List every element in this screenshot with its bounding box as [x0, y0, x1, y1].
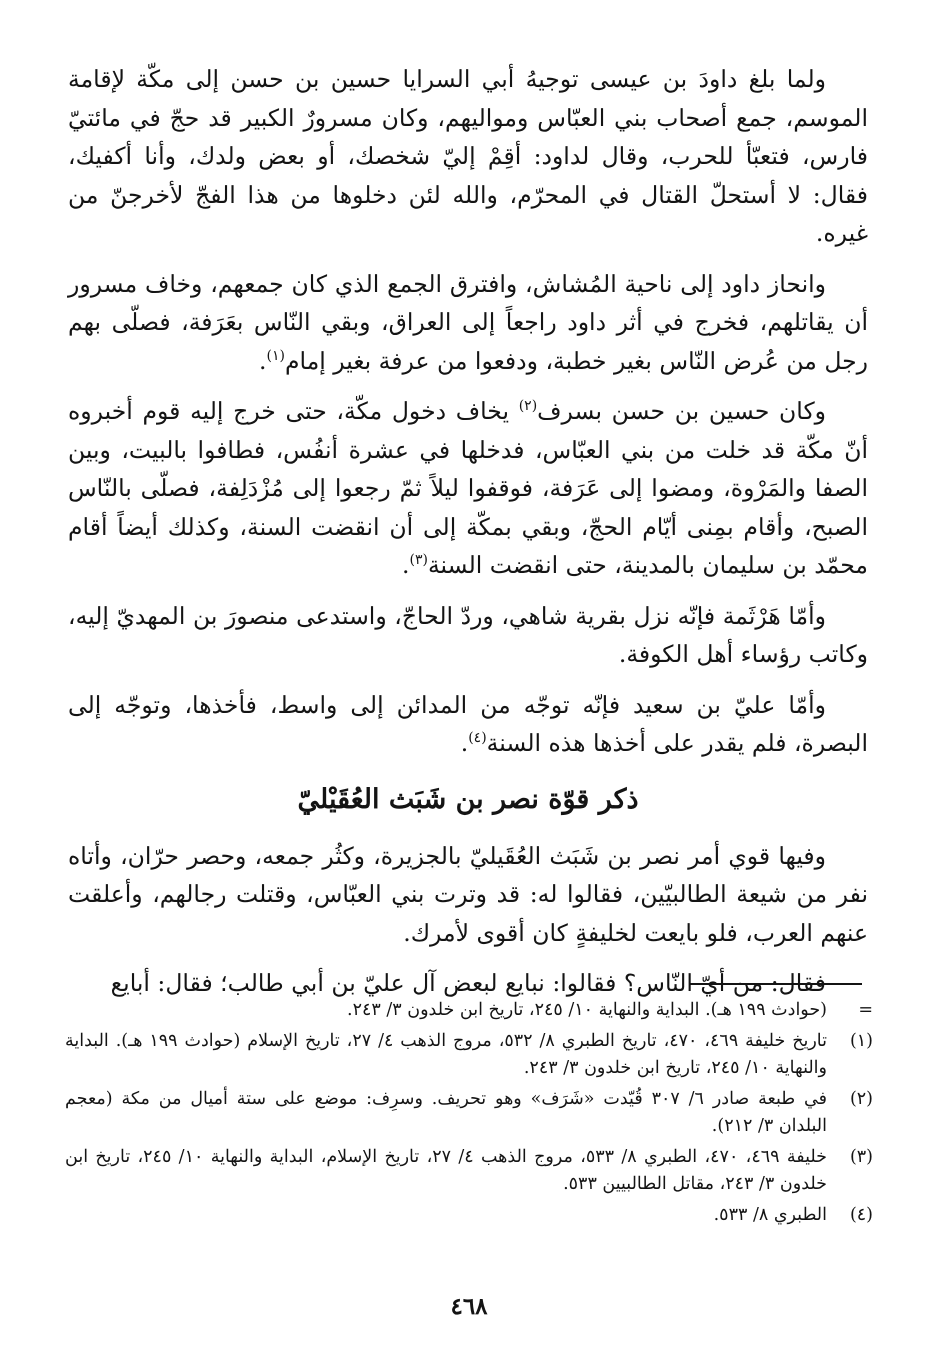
paragraph-3 — [68, 392, 868, 585]
footnote-separator — [690, 983, 862, 985]
paragraph-2-end: . — [259, 346, 267, 375]
footnote-number: = — [858, 1000, 873, 1020]
paragraph-3-text-b: يخاف دخول مكّة، حتى خرج إليه قوم أخبروه أنّ مكّة قد خلت من بني العبّاس، فدخلها في عشرة أنفُس، فطافوا بالبيت، وبين الصفا والمَرْوة، ومضوا إلى عَرَفة، فوقفوا ليلاً ثمّ رجعوا إلى مُزْدَلِفة، فصلّى بالنّاس الصبح، وأقام بمِنى أيّام الحجّ، وبقي بمكّة إلى أن انقضت السنة، وكذلك أيضاً أقام محمّد بن سليمان بالمدينة، حتى انقضت السنة — [68, 397, 868, 579]
footnote-text: خليفة ٤٦٩، ٤٧٠، الطبري ٨/ ٥٣٣، مروج الذهب ٤/ ٢٧، تاريخ الإسلام، البداية والنهاية ١٠/ ٢٤٥، تاريخ ابن خلدون ٣/ ٢٤٣، مقاتل الطالبيين ٥٣٣. — [65, 1147, 827, 1194]
footnote-continuation — [65, 997, 873, 1024]
paragraph-2-text: وانحاز داود إلى ناحية المُشاش، وافترق الجمع الذي كان جمعهم، وخاف مسرور أن يقاتلهم، فخرج في أثر داود راجعاً إلى العراق، وبقي النّاس بعَرَفة، فصلّى بهم رجل من عُرض النّاس بغير خطبة، ودفعوا من عرفة بغير إمام — [68, 269, 868, 375]
footnote-text: الطبري ٨/ ٥٣٣. — [713, 1205, 827, 1225]
footnote-3 — [65, 1144, 873, 1198]
footnote-2 — [65, 1086, 873, 1140]
footnote-text: تاريخ خليفة ٤٦٩، ٤٧٠، تاريخ الطبري ٨/ ٥٣٢، مروج الذهب ٤/ ٢٧، تاريخ الإسلام (حوادث ١٩٩ هـ). البداية والنهاية ١٠/ ٢٤٥، تاريخ ابن خلدون ٣/ ٢٤٣. — [65, 1031, 828, 1078]
footnotes — [65, 997, 873, 1233]
footnote-4 — [65, 1202, 873, 1229]
footnote-number: (١) — [849, 1031, 873, 1051]
paragraph-3-text-a: وكان حسين بن حسن بسرف — [537, 397, 826, 425]
paragraph-4: وأمّا هَرْثَمة فإنّه نزل بقرية شاهي، وردّ الحاجّ، واستدعى منصورَ بن المهديّ إليه، وكاتب رؤساء أهل الكوفة. — [68, 601, 868, 668]
main-text — [68, 60, 868, 1015]
paragraph-3-end: . — [401, 551, 410, 579]
section-heading: ذكر قوّة نصر بن شَبَث العُقَيْليّ — [297, 783, 639, 815]
paragraph-5-text: وأمّا عليّ بن سعيد فإنّه توجّه من المدائن إلى واسط، فأخذها، وتوجّه إلى البصرة، فلم يقدر على أخذها هذه السنة — [68, 690, 868, 757]
paragraph-6: وفيها قوي أمر نصر بن شَبَث العُقَيليّ بالجزيرة، وكثُر جمعه، وحصر حرّان، وأتاه نفر من شيعة الطالبيّين، فقالوا له: قد وترت بني العبّاس، وقتلت رجالهم، وأعلقت عنهم العرب، فلو بايعت لخليفةٍ كان أقوى لأمرك. — [68, 841, 868, 947]
footnote-text: في طبعة صادر ٦/ ٣٠٧ قُيّدت «شَرَف» وهو تحريف. وسرِف: موضع على ستة أميال من مكة (معجم البلدان ٣/ ٢١٢). — [65, 1089, 827, 1136]
footnote-ref-4: (٤) — [468, 730, 487, 747]
footnote-number: (٣) — [849, 1147, 873, 1167]
footnote-number: (٤) — [849, 1205, 873, 1225]
paragraph-1: ولما بلغ داودَ بن عيسى توجيهُ أبي السرايا حسين بن حسن إلى مكّة لإقامة الموسم، جمع أصحاب بني العبّاس ومواليهم، وكان مسرورٌ الكبير قد حجّ في مائتيّ فارس، فتعبّأ للحرب، وقال لداود: أقِمْ إليّ شخصك، أو بعض ولدك، وأنا أكفيك، فقال: لا أستحلّ القتال في المحرّم، والله لئن دخلوها من هذا الفجّ لأخرجنّ من غيره. — [68, 65, 868, 247]
paragraph-7: فقال: من أيّ النّاس؟ فقالوا: نبايع لبعض آل عليّ بن أبي طالب؛ فقال: أبايع — [110, 969, 826, 997]
footnote-text: (حوادث ١٩٩ هـ). البداية والنهاية ١٠/ ٢٤٥، تاريخ ابن خلدون ٣/ ٢٤٣. — [347, 1000, 827, 1020]
footnote-ref-1: (١) — [266, 347, 285, 364]
footnote-ref-2: (٢) — [518, 398, 538, 415]
footnote-1 — [65, 1028, 873, 1082]
paragraph-5-end: . — [460, 729, 469, 757]
paragraph-5 — [68, 686, 868, 763]
paragraph-2 — [68, 265, 868, 381]
footnote-ref-3: (٣) — [409, 552, 428, 569]
page-number: ٤٦٨ — [450, 1293, 488, 1320]
footnote-number: (٢) — [849, 1089, 873, 1109]
